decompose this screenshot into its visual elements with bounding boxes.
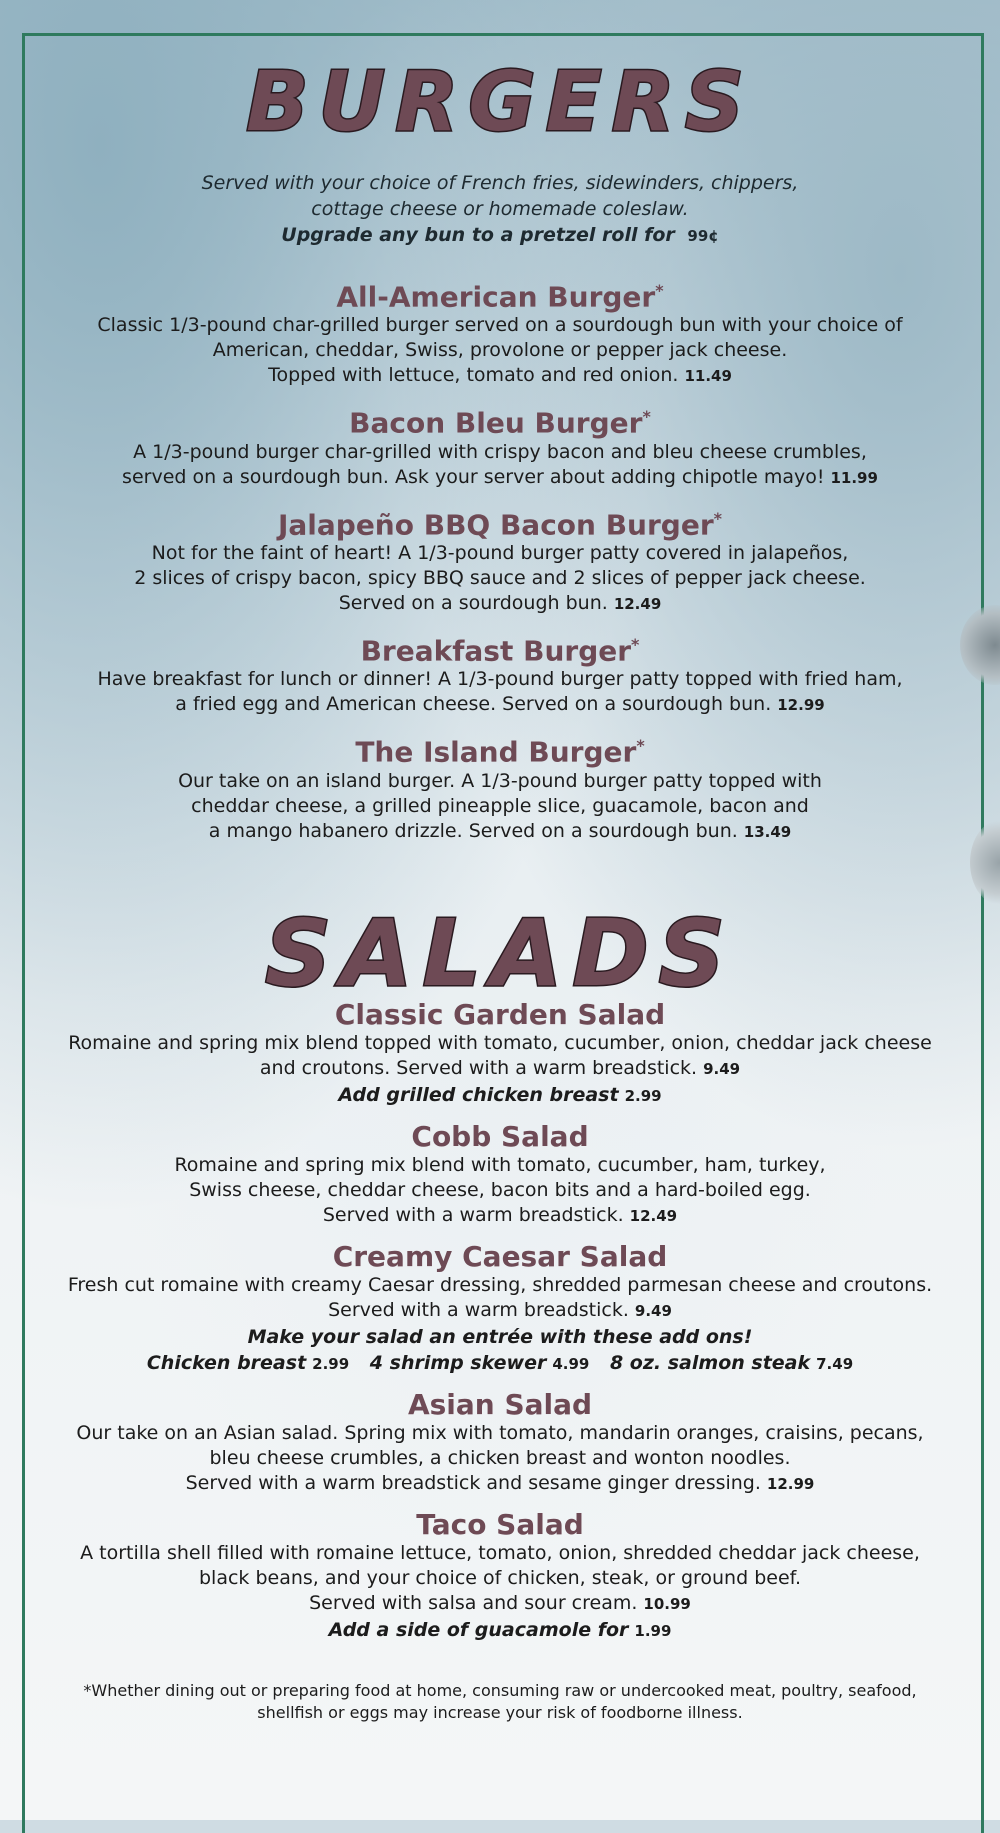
item-price: 11.49 (684, 367, 732, 386)
item-price: 9.49 (703, 1059, 741, 1078)
item-description-text: Served with a warm breadstick and sesame ginger dressing. (185, 1471, 761, 1494)
item-description-line (0, 1298, 1000, 1324)
item-price: 13.49 (743, 822, 792, 841)
menu-item (0, 999, 1000, 1109)
pretzel-upgrade-label: Upgrade any bun to a pretzel roll for (281, 224, 675, 246)
item-name: Jalapeño BBQ Bacon Burger (277, 507, 714, 541)
item-name: Breakfast Burger (360, 634, 632, 668)
item-description-line: 2 slices of crispy bacon, spicy BBQ sauce and 2 slices of pepper jack cheese. (134, 566, 866, 589)
item-name: Creamy Caesar Salad (332, 1239, 668, 1273)
menu-item (0, 1389, 1000, 1497)
item-description-text: Served on a sourdough bun. (338, 591, 608, 614)
addon-line (0, 1617, 1000, 1644)
item-name: Bacon Bleu Burger (349, 406, 643, 440)
burgers-intro-line: Served with your choice of French fries, sidewinders, chippers, (201, 172, 799, 194)
item-description-line (0, 363, 1000, 389)
item-price: 12.99 (766, 1474, 815, 1493)
menu-item (0, 275, 1000, 389)
item-title (0, 275, 1000, 313)
footnote-line: shellfish or eggs may increase your risk of foodborne illness. (257, 1702, 743, 1722)
raw-warning-star: * (655, 281, 664, 300)
item-description-line: A 1/3-pound burger char-grilled with crispy bacon and bleu cheese crumbles, (133, 440, 867, 463)
item-description-line (0, 465, 1000, 491)
addon-price: 4.99 (552, 1354, 590, 1373)
addon-price: 7.49 (816, 1354, 854, 1373)
addon-label: Chicken breast (146, 1351, 307, 1374)
item-description-line: American, cheddar, Swiss, provolone or pepper jack cheese. (212, 339, 788, 362)
item-description-line: bleu cheese crumbles, a chicken breast and wonton noodles. (209, 1446, 791, 1469)
addon-price: 1.99 (634, 1621, 672, 1640)
addon-label: Add a side of guacamole for (328, 1618, 629, 1641)
footnote-line: *Whether dining out or preparing food at home, consuming raw or undercooked meat, poultry, seafood, (83, 1680, 917, 1700)
item-description-text: served on a sourdough bun. Ask your server about adding chipotle mayo! (122, 465, 825, 488)
addon-price: 2.99 (312, 1354, 350, 1373)
addon-label: Add grilled chicken breast (338, 1083, 619, 1106)
salads-heading-text: SALADS (265, 899, 735, 1003)
addon-line (0, 1082, 1000, 1109)
item-description-line: cheddar cheese, a grilled pineapple slice, guacamole, bacon and (191, 794, 809, 817)
item-price: 11.99 (830, 468, 878, 487)
item-description-line (0, 1471, 1000, 1497)
burgers-heading-text: BURGERS (246, 55, 754, 150)
item-name: Classic Garden Salad (334, 997, 666, 1031)
item-description-text: and croutons. Served with a warm breadstick. (259, 1056, 698, 1079)
raw-warning-star: * (631, 634, 640, 654)
item-description-line (0, 1203, 1000, 1229)
burgers-heading (190, 42, 810, 152)
item-name: Taco Salad (416, 1507, 584, 1541)
raw-warning-star: * (636, 736, 645, 756)
item-description-line: Romaine and spring mix blend topped with tomato, cucumber, onion, cheddar jack cheese (68, 1031, 932, 1054)
item-title (0, 629, 1000, 667)
burgers-list (0, 275, 1000, 845)
item-description-line: Not for the faint of heart! A 1/3-pound burger patty covered in jalapeños, (151, 541, 849, 564)
addon-label: 4 shrimp skewer (369, 1351, 547, 1374)
menu-item (0, 401, 1000, 490)
item-description-text: Topped with lettuce, tomato and red onion. (268, 364, 679, 387)
item-description-text: a fried egg and American cheese. Served on a sourdough bun. (175, 693, 772, 716)
raw-warning-star: * (642, 407, 651, 427)
item-description-line (0, 692, 1000, 718)
item-description-line (0, 1056, 1000, 1082)
item-title (0, 401, 1000, 439)
item-description-line: Our take on an Asian salad. Spring mix with tomato, mandarin oranges, craisins, pecans, (76, 1421, 924, 1444)
menu-item (0, 629, 1000, 718)
item-name: Cobb Salad (411, 1119, 589, 1153)
item-description-line: Swiss cheese, cheddar cheese, bacon bits and a hard-boiled egg. (189, 1178, 811, 1201)
item-description-line: A tortilla shell filled with romaine lettuce, tomato, onion, shredded cheddar jack cheese, (80, 1541, 920, 1564)
addon-price: 2.99 (624, 1086, 662, 1105)
item-description-line (0, 1591, 1000, 1617)
menu-item (0, 1121, 1000, 1229)
item-description-text: Served with a warm breadstick. (322, 1203, 624, 1226)
salads-heading (190, 893, 810, 1003)
pretzel-upgrade (0, 222, 1000, 249)
item-price: 10.99 (643, 1594, 691, 1613)
addon-intro: Make your salad an entrée with these add ons! (247, 1325, 753, 1348)
menu-item (0, 503, 1000, 617)
menu-item (0, 1241, 1000, 1377)
raw-warning-star: * (713, 508, 723, 528)
item-price: 12.49 (629, 1206, 678, 1225)
food-safety-footnote (0, 1680, 1000, 1724)
item-price: 12.49 (613, 594, 662, 613)
item-name: The Island Burger (355, 735, 637, 769)
item-description-text: a mango habanero drizzle. Served on a sourdough bun. (208, 819, 738, 842)
addon-label: 8 oz. salmon steak (609, 1351, 811, 1374)
menu-item (0, 730, 1000, 844)
item-description-line: black beans, and your choice of chicken, steak, or ground beef. (199, 1566, 801, 1589)
pretzel-upgrade-price: 99¢ (687, 227, 719, 245)
item-description-line: Our take on an island burger. A 1/3-pound burger patty topped with (178, 769, 822, 792)
item-title (0, 503, 1000, 541)
item-description-text: Served with a warm breadstick. (328, 1298, 629, 1321)
item-title (0, 730, 1000, 768)
salads-list (0, 999, 1000, 1644)
item-description-line: Have breakfast for lunch or dinner! A 1/3-pound burger patty topped with fried ham, (97, 668, 903, 691)
item-name: All-American Burger (336, 280, 656, 314)
burgers-intro (0, 170, 1000, 249)
item-name: Asian Salad (407, 1387, 593, 1421)
item-price: 12.99 (777, 696, 825, 715)
addon-options (0, 1350, 1000, 1377)
item-description-line: Romaine and spring mix blend with tomato, cucumber, ham, turkey, (174, 1153, 826, 1176)
item-description-line (0, 591, 1000, 617)
item-price: 9.49 (634, 1301, 672, 1320)
burgers-intro-line: cottage cheese or homemade coleslaw. (311, 198, 689, 220)
item-description-text: Served with salsa and sour cream. (309, 1591, 638, 1614)
menu-item (0, 1509, 1000, 1644)
item-description-line: Classic 1/3-pound char-grilled burger served on a sourdough bun with your choice of (97, 314, 903, 337)
item-description-line (0, 819, 1000, 845)
item-description-line: Fresh cut romaine with creamy Caesar dressing, shredded parmesan cheese and croutons. (67, 1273, 933, 1296)
